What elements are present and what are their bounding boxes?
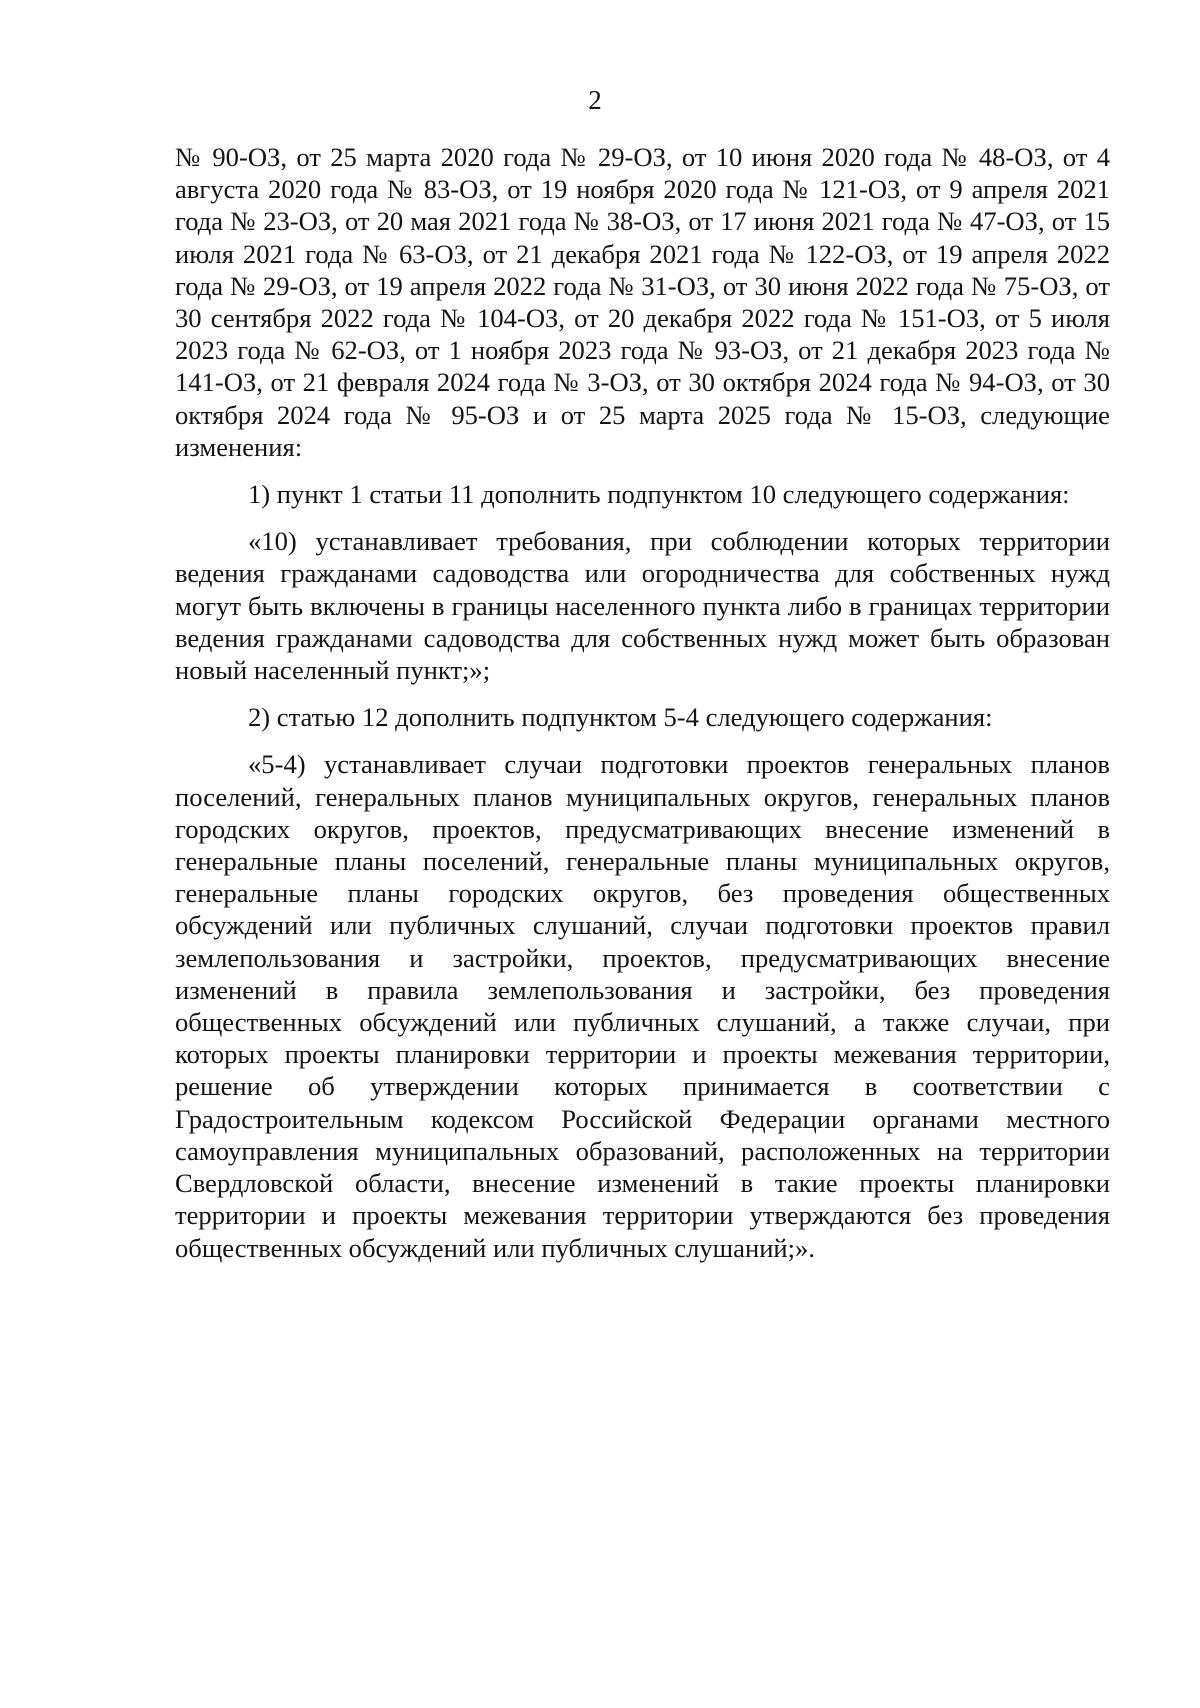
document-body — [175, 141, 1110, 1279]
paragraph-amendment-list: № 90-ОЗ, от 25 марта 2020 года № 29-ОЗ, от 10 июня 2020 года № 48-ОЗ, от 4 августа 2020 года № 83-ОЗ, от 19 ноября 2020 года № 121-ОЗ, от 9 апреля 2021 года № 23-ОЗ, от 20 мая 2021 года № 38-ОЗ, от 17 июня 2021 года № 47-ОЗ, от 15 июля 2021 года № 63-ОЗ, от 21 декабря 2021 года № 122-ОЗ, от 19 апреля 2022 года № 29-ОЗ, от 19 апреля 2022 года № 31-ОЗ, от 30 июня 2022 года № 75-ОЗ, от 30 сентября 2022 года № 104-ОЗ, от 20 декабря 2022 года № 151-ОЗ, от 5 июля 2023 года № 62-ОЗ, от 1 ноября 2023 года № 93-ОЗ, от 21 декабря 2023 года № 141-ОЗ, от 21 февраля 2024 года № 3-ОЗ, от 30 октября 2024 года № 94-ОЗ, от 30 октября 2024 года № 95-ОЗ и от 25 марта 2025 года № 15-ОЗ, следующие изменения: — [175, 142, 1110, 462]
paragraph-item-2: 2) статью 12 дополнить подпунктом 5-4 следующего содержания: — [248, 702, 993, 733]
paragraph-item-1: 1) пункт 1 статьи 11 дополнить подпунктом 10 следующего содержания: — [248, 479, 1070, 510]
paragraph-subitem-10: «10) устанавливает требования, при соблюдении которых территории ведения гражданами садоводства или огородничества для собственных нужд могут быть включены в границы населенного пункта либо в границах территории ведения гражданами садоводства для собственных нужд может быть образован новый населенный пункт;»; — [175, 526, 1110, 686]
paragraph-subitem-5-4: «5-4) устанавливает случаи подготовки проектов генеральных планов поселений, генеральных планов муниципальных округов, генеральных планов городских округов, проектов, предусматривающих внесение изменений в генеральные планы поселений, генеральные планы муниципальных округов, генеральные планы городских округов, без проведения общественных обсуждений или публичных слушаний, случаи подготовки проектов правил землепользования и застройки, проектов, предусматривающих внесение изменений в правила землепользования и застройки, без проведения общественных обсуждений или публичных слушаний, а также случаи, при которых проекты планировки территории и проекты межевания территории, решение об утверждении которых принимается в соответствии с Градостроительным кодексом Российской Федерации органами местного самоуправления муниципальных образований, расположенных на территории Свердловской области, внесение изменений в такие проекты планировки территории и проекты межевания территории утверждаются без проведения общественных обсуждений или публичных слушаний;». — [175, 749, 1110, 1263]
page-number: 2 — [588, 85, 602, 115]
